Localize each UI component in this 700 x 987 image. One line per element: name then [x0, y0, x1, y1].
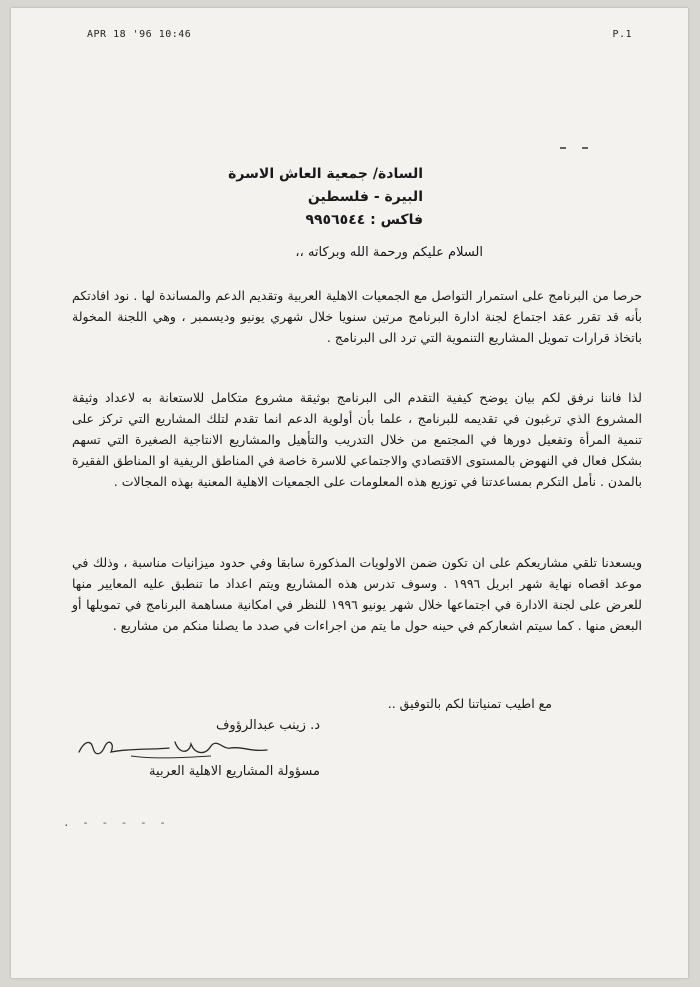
recipient-name: السادة/ جمعية العاش الاسرة	[228, 166, 423, 182]
greeting: السلام عليكم ورحمة الله وبركاته ،،	[295, 245, 483, 260]
fax-timestamp: APR 18 '96 10:46	[87, 29, 192, 40]
page-number: P.1	[612, 29, 632, 40]
handwritten-signature	[71, 734, 291, 762]
fax-page	[11, 8, 688, 978]
recipient-address	[103, 163, 423, 232]
signatory-name: د. زينب عبدالرؤوف	[215, 718, 320, 733]
paragraph-intro: حرصا من البرنامج على استمرار التواصل مع الجمعيات الاهلية العربية وتقديم الدعم والمساندة لها . نود افادتكم بأنه قد تقرر عقد اجتماع لجنة ادارة البرنامج مرتين سنويا خلال شهري يونيو وديسمبر ، وهي اللجنة المخولة باتخاذ قرارات تمويل المشاريع التنموية التي ترد الى البرنامج .	[72, 288, 642, 345]
paragraph-priorities: لذا فاننا نرفق لكم بيان يوضح كيفية التقدم الى البرنامج بوثيقة مشروع متكامل للاستعانة به لاعداد وثيقة المشروع الذي ترغبون في تقديمه للبرنامج ، علما بأن أولوية الدعم انما تقدم لتلك المشاريع التي تركز على تنمية المرأة وتفعيل دورها في المجتمع من خلال التدريب والتأهيل والمشاريع الانتاجية الصغيرة التي تسهم بشكل فعال في النهوض بالمستوى الاقتصادي والاجتماعي للاسرة خاصة في المناطق الريفية او المناطق الفقيرة بالمدن . نأمل التكرم بمساعدتنا في توزيع هذه المعلومات على الجمعيات الاهلية المعنية بهذه المجالات .	[72, 390, 642, 489]
signatory-title: مسؤولة المشاريع الاهلية العربية	[149, 764, 320, 779]
top-dash-marks	[556, 144, 596, 152]
recipient-fax: فاكس : ٩٩٥٦٥٤٤	[305, 212, 423, 228]
paragraph-deadline: ويسعدنا تلقي مشاريعكم على ان تكون ضمن الاولويات المذكورة سابقا وفي حدود ميزانيات مناسبة ، وذلك في موعد اقصاه نهاية شهر ابريل ١٩٩٦ . وسوف تدرس هذه المشاريع ويتم اعداد ما تنطبق عليه المعايير منها للعرض على لجنة الادارة في اجتماعها خلال شهر يونيو ١٩٩٦ للنظر في امكانية مساهمة البرنامج في تمويلها أو البعض منها . كما سيتم اشعاركم في حينه حول ما يتم من اجراءات في صدد ما يصلنا منكم من مشاريع .	[72, 555, 643, 633]
footer-marks: . - - - - -	[63, 816, 169, 829]
closing-line: مع اطيب تمنياتنا لكم بالتوفيق ..	[387, 696, 552, 711]
recipient-city: البيرة - فلسطين	[307, 189, 423, 205]
